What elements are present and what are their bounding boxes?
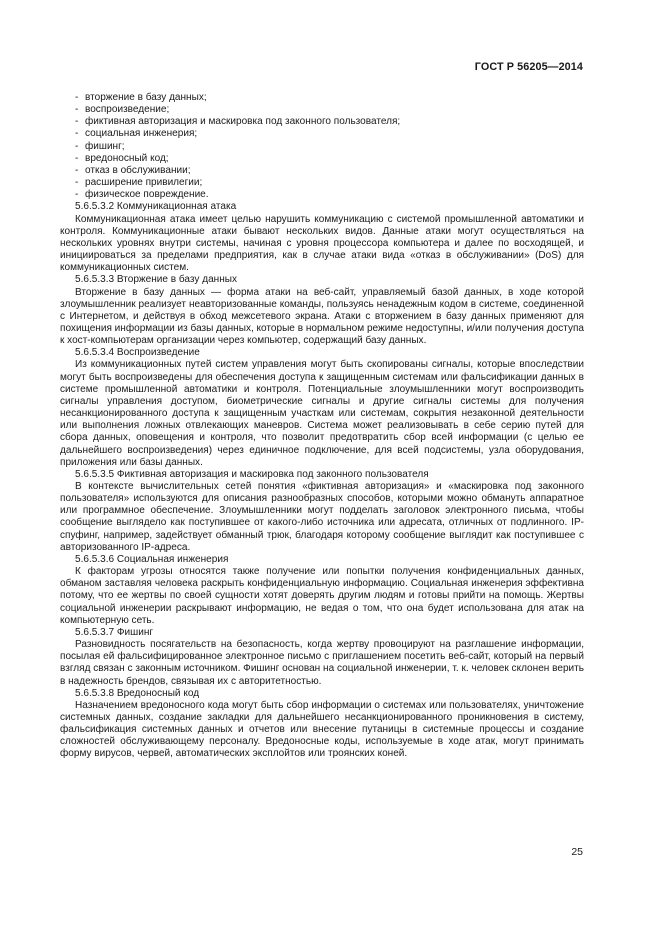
list-item: - социальная инженерия;	[75, 128, 198, 140]
section-paragraph: Разновидность посягательств на безопасность, когда жертву провоцируют на разглашение информации, посылая ей фальсифицированное электронное письмо с приглашением посетить веб-сайт, который на первый взгляд связан с законным источником. Фишинг основан на социальной инженерии, т. к. человек склонен верить в надежность брендов, связывая их с авторитетностью.	[60, 639, 584, 687]
list-bullet: -	[75, 164, 79, 176]
section-social-engineering	[60, 554, 584, 627]
list-item: - фиктивная авторизация и маскировка под законного пользователя;	[75, 116, 401, 128]
list-item: - отказ в обслуживании;	[75, 164, 191, 176]
list-item: - вредоносный код;	[75, 152, 169, 164]
section-paragraph: К факторам угрозы относятся также получение или попытки получения конфиденциальных данных, обманом заставляя человека раскрыть конфиденциальную информацию. Социальная инженерия эффективна потому, что ее жертвы по своей сущности хотят доверять другим людям и готовы прийти на помощь. Жертвы социальной инженерии раскрывают информацию, не ведая о том, что она будет использована для атак на компьютерную сеть.	[60, 566, 584, 626]
attack-types-list	[60, 92, 584, 201]
section-replay	[60, 347, 584, 469]
list-bullet: -	[75, 177, 79, 189]
section-paragraph: В контексте вычислительных сетей понятия «фиктивная авторизация» и «маскировка под законного пользователя» используются для описания разнообразных способов, которыми можно обмануть аппаратное или программное обеспечение. Злоумышленники могут подделать заголовок электронного письма, чтобы сообщение выглядело как поступившее от какого-либо источника или адресата, отличных от подлинного. IP-спуфинг, например, задействует обманный трюк, благодаря которому сообщение выглядит как поступившее с авторизованного IP-адреса.	[60, 481, 584, 553]
section-heading: 5.6.5.3.7 Фишинг	[75, 626, 154, 638]
list-item: - вторжение в базу данных;	[75, 92, 207, 103]
section-heading: 5.6.5.3.6 Социальная инженерия	[75, 553, 229, 565]
section-malicious-code	[60, 688, 584, 761]
list-item: - расширение привилегии;	[75, 177, 203, 189]
page-body	[60, 92, 584, 761]
list-bullet: -	[75, 152, 79, 164]
list-item: - фишинг;	[75, 140, 125, 152]
section-heading: 5.6.5.3.3 Вторжение в базу данных	[75, 274, 238, 286]
list-bullet: -	[75, 140, 79, 152]
list-bullet: -	[75, 104, 79, 116]
page-number: 25	[571, 846, 583, 858]
section-spoofing	[60, 469, 584, 554]
list-bullet: -	[75, 128, 79, 140]
section-paragraph: Назначением вредоносного кода могут быть сбор информации о системах или пользователях, уничтожение системных данных, создание закладки для дальнейшего несанкционированного проникновения в систему, фальсификация системных данных и отчетов или внесение путаницы в системные процессы и создание сложностей обслуживающему персоналу. Вредоносные коды, используемые в ходе атак, могут принимать форму вирусов, червей, автоматических эксплойтов или троянских коней.	[60, 699, 584, 760]
list-item: - воспроизведение;	[75, 104, 170, 116]
section-heading: 5.6.5.3.4 Воспроизведение	[75, 347, 200, 359]
section-heading: 5.6.5.3.5 Фиктивная авторизация и маскировка под законного пользователя	[75, 468, 429, 480]
section-database-intrusion	[60, 274, 584, 347]
section-paragraph: Вторжение в базу данных — форма атаки на веб-сайт, управляемый базой данных, в ходе которой злоумышленник реализует неавторизованные команды, пользуясь ненадежным кодом в системе, соединенной с Интернетом, и действуя в обход межсетевого экрана. Атаки с вторжением в базу данных применяют для похищения информации из базы данных, которые в нормальном режиме недоступны, и/или получения доступа к хост-компьютерам организации через компьютер, содержащий базу данных.	[60, 286, 584, 347]
section-paragraph: Из коммуникационных путей систем управления могут быть скопированы сигналы, которые впоследствии могут быть воспроизведены для обеспечения доступа к защищенным системам или фальсификации данных в системе промышленной автоматики и контроля. Потенциальные злоумышленники могут воспроизводить сигналы управления доступом, биометрические сигналы и другие сигналы системы для получения несанкционированного доступа к защищенным участкам или системам, сокрытия незаконной деятельности или выполнения ложных отвлекающих маневров. Система может реализовывать в себе серию путей для сбора данных, оповещения и контроля, что позволит предотвратить сбор всей информации (с целью ее дальнейшего воспроизведения) через единичное подключение, для всей подсистемы, узла оборудования, приложения или базы данных.	[60, 359, 584, 468]
section-paragraph: Коммуникационная атака имеет целью нарушить коммуникацию с системой промышленной автоматики и контроля. Коммуникационные атаки бывают нескольких видов. Данные атаки могут осуществляться на нескольких уровнях внутри системы, начиная с уровня процессора компьютера и далее по восходящей, и инициироваться за пределами предприятия, как в случае атаки вида «отказ в обслуживании» (DoS) для коммуникационных систем.	[60, 213, 584, 274]
section-phishing	[60, 627, 584, 688]
list-bullet: -	[75, 92, 79, 103]
section-heading: 5.6.5.3.2 Коммуникационная атака	[75, 201, 237, 213]
list-bullet: -	[75, 116, 79, 128]
list-bullet: -	[75, 189, 79, 201]
section-communication-attack	[60, 201, 584, 274]
list-item: - физическое повреждение.	[75, 189, 209, 201]
section-heading: 5.6.5.3.8 Вредоносный код	[75, 687, 200, 699]
standard-designation: ГОСТ Р 56205—2014	[474, 61, 583, 73]
